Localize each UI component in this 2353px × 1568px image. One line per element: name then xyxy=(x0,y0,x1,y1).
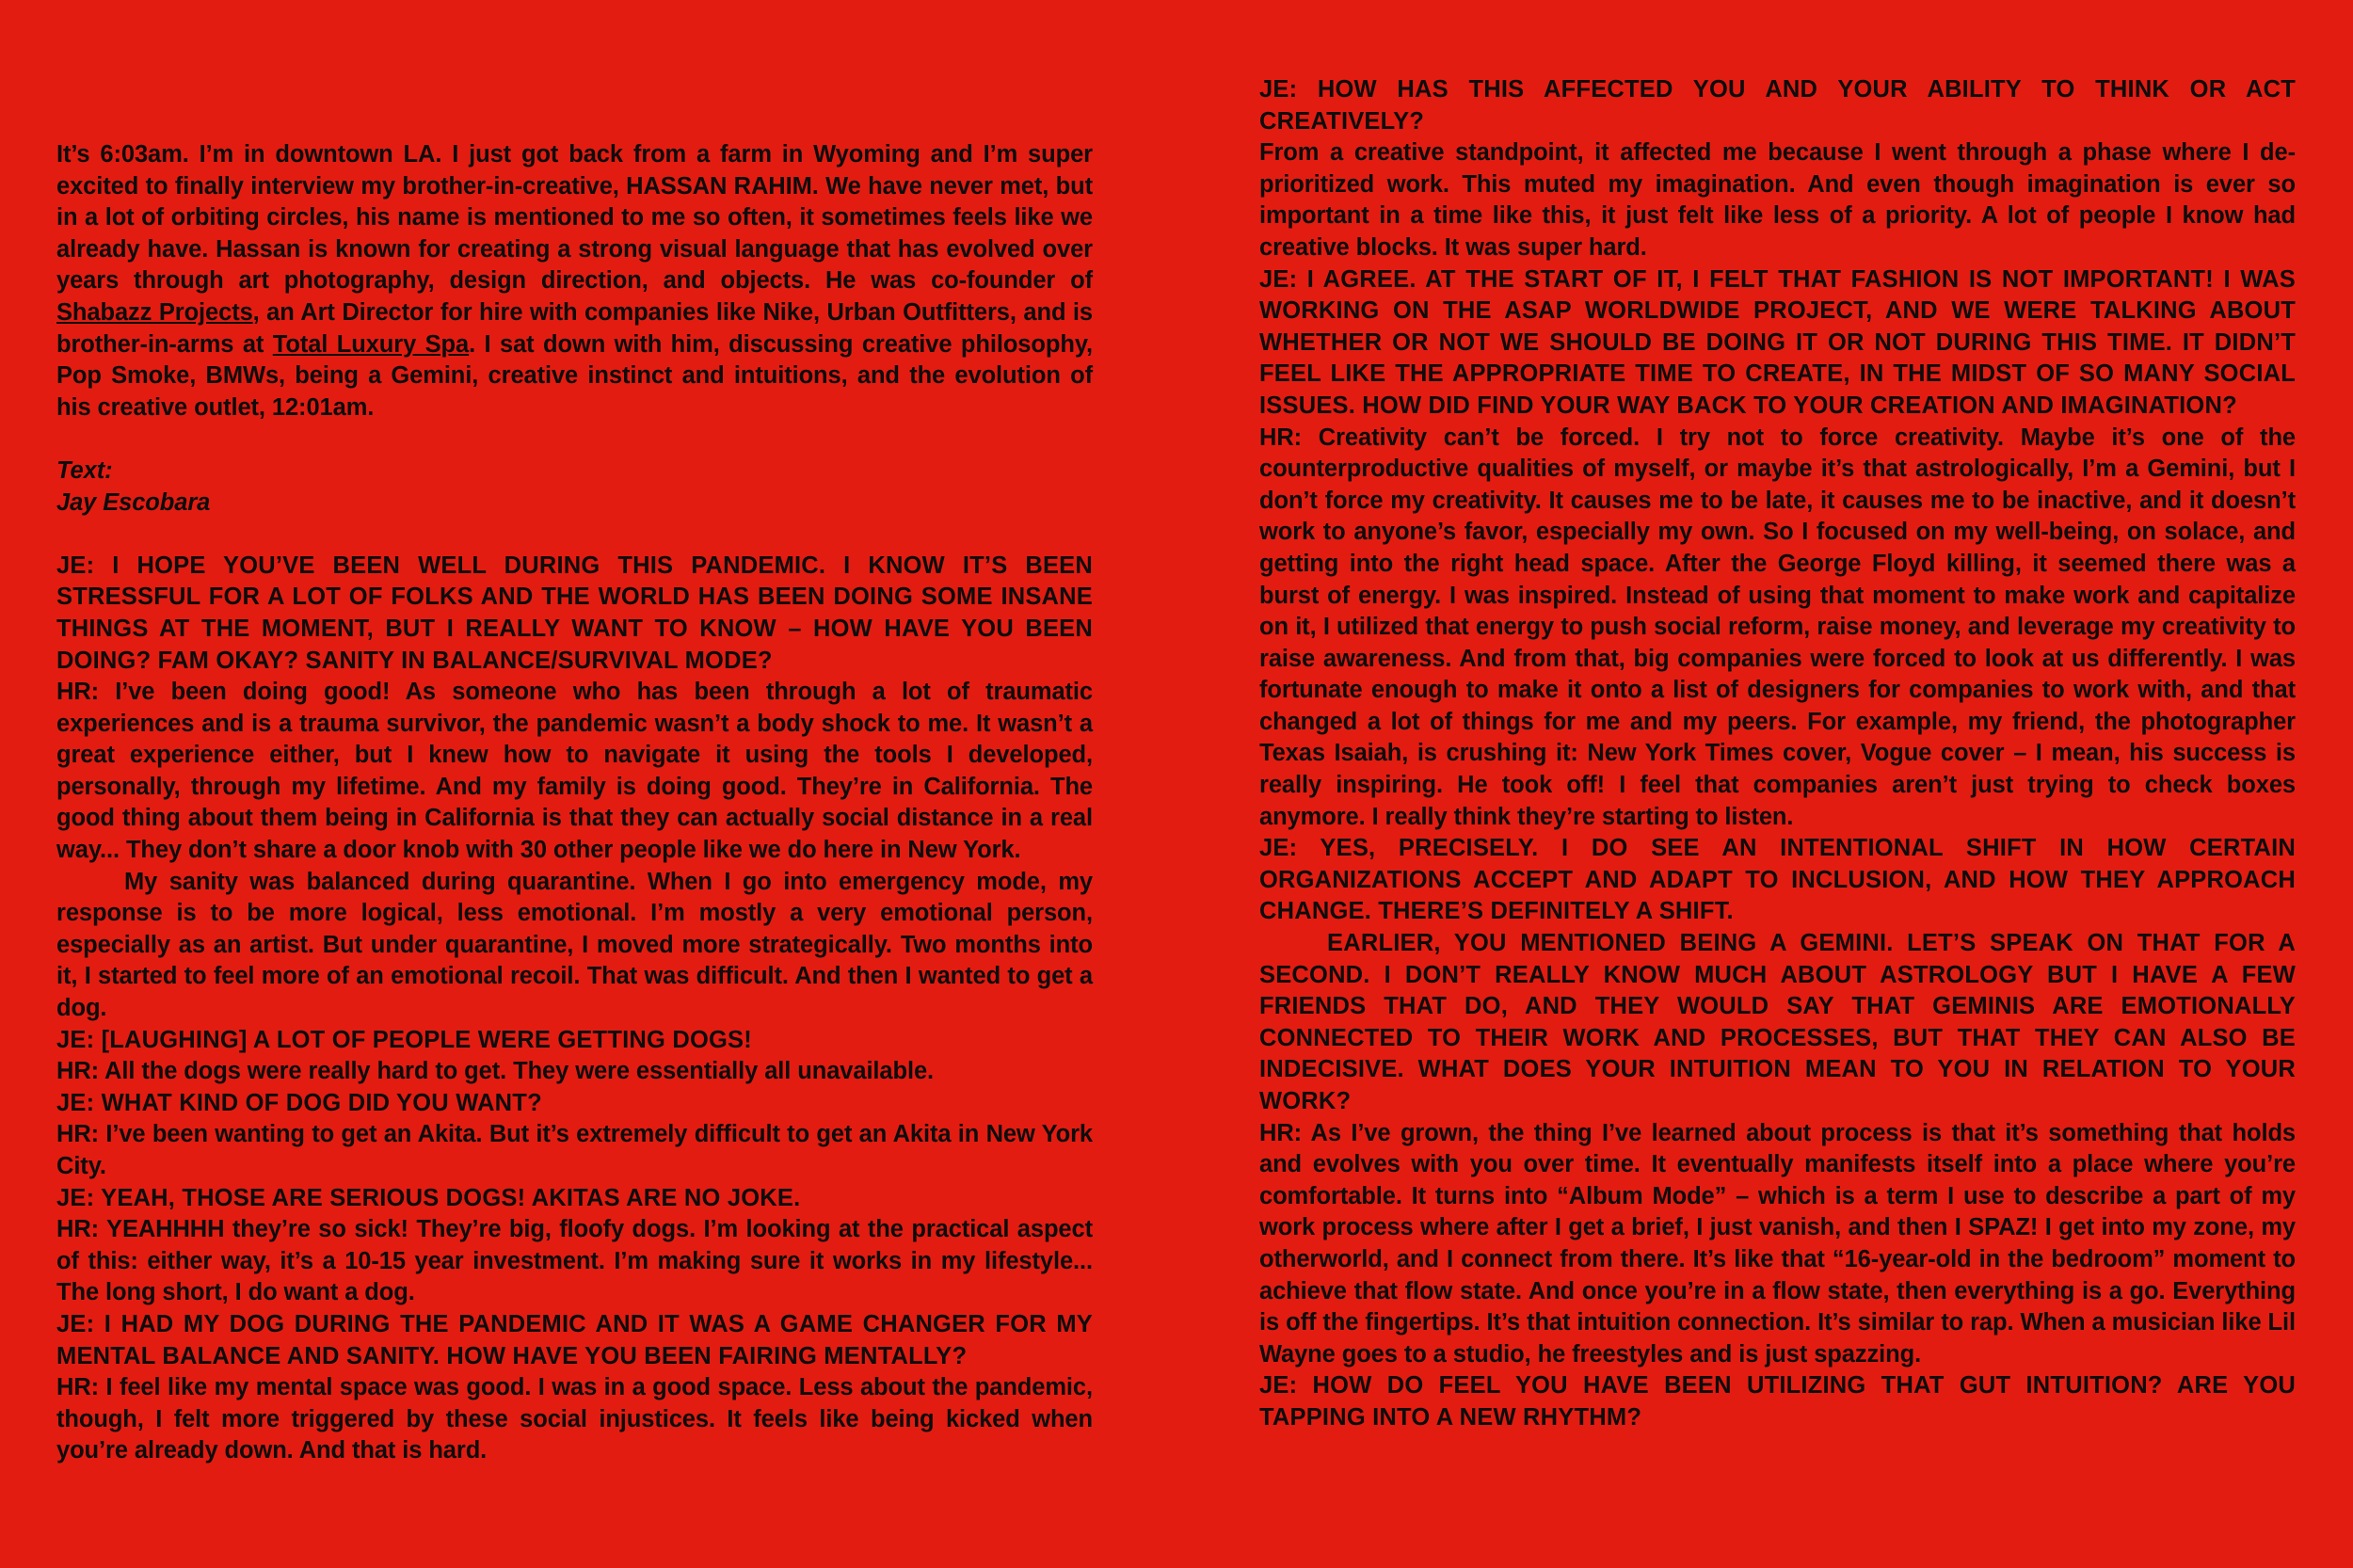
spacer xyxy=(56,519,1093,551)
intro-text: , an Art Director for hire with companies like Nike, Urban Outfitters, and is brother-in-arms at xyxy=(56,298,1093,358)
interview-question: JE: HOW DO FEEL YOU HAVE BEEN UTILIZING THAT GUT INTUITION? ARE YOU TAPPING INTO A NEW RHYTHM? xyxy=(1259,1372,2296,1431)
interview-question: JE: HOW HAS THIS AFFECTED YOU AND YOUR ABILITY TO THINK OR ACT CREATIVELY? xyxy=(1259,76,2296,135)
interview-answer: HR: I feel like my mental space was good. I was in a good space. Less about the pandemic, though, I felt more triggered by these social injustices. It feels like being kicked when you’re already down. And that is hard. xyxy=(56,1374,1093,1464)
interview-body-right xyxy=(1259,74,2296,1434)
interview-question: EARLIER, YOU MENTIONED BEING A GEMINI. LET’S SPEAK ON THAT FOR A SECOND. I DON’T REALLY KNOW MUCH ABOUT ASTROLOGY BUT I HAVE A FEW FRIENDS THAT DO, AND THEY WOULD SAY THAT GEMINIS ARE EMOTIONALLY CONNECTED TO THEIR WORK AND PROCESSES, BUT THAT THEY CAN ALSO BE INDECISIVE. WHAT DOES YOUR INTUITION MEAN TO YOU IN RELATION TO YOUR WORK? xyxy=(1259,930,2296,1114)
credit-label: Text: xyxy=(56,456,113,484)
intro-paragraph xyxy=(56,139,1093,424)
interview-question: JE: I HOPE YOU’VE BEEN WELL DURING THIS PANDEMIC. I KNOW IT’S BEEN STRESSFUL FOR A LOT OF FOLKS AND THE WORLD HAS BEEN DOING SOME INSANE THINGS AT THE MOMENT, BUT I REALLY WANT TO KNOW – HOW HAVE YOU BEEN DOING? FAM OKAY? SANITY IN BALANCE/SURVIVAL MODE? xyxy=(56,552,1093,674)
shabazz-projects-link[interactable]: Shabazz Projects xyxy=(56,298,253,326)
interview-answer: HR: YEAHHHH they’re so sick! They’re big, floofy dogs. I’m looking at the practical aspect of this: either way, it’s a 10-15 year investment. I’m making sure it works in my lifestyle... The long short, I do want a dog. xyxy=(56,1216,1093,1306)
interview-question: JE: WHAT KIND OF DOG DID YOU WANT? xyxy=(56,1089,542,1116)
interview-answer: HR: I’ve been doing good! As someone who has been through a lot of traumatic experiences and is a trauma survivor, the pandemic wasn’t a body shock to me. It wasn’t a great experience either, but I knew how to navigate it using the tools I developed, personally, through my lifetime. And my family is doing good. They’re in California. The good thing about them being in California is that they can actually social distance in a real way... They don’t share a door knob with 30 other people like we do here in New York. xyxy=(56,679,1093,864)
interview-answer: HR: All the dogs were really hard to get. They were essentially all unavailable. xyxy=(56,1058,935,1085)
interview-answer: HR: I’ve been wanting to get an Akita. But it’s extremely difficult to get an Akita in New York City. xyxy=(56,1121,1093,1179)
interview-answer: HR: As I’ve grown, the thing I’ve learned about process is that it’s something that holds and evolves with you over time. It eventually manifests itself into a place where you’re comfortable. It turns into “Album Mode” – which is a term I use to describe a part of my work process where after I get a brief, I just vanish, and then I SPAZ! I get into my zone, my otherworld, and I connect from there. It’s like that “16-year-old in the bedroom” moment to achieve that flow state. And once you’re in a flow state, then everything is a go. Everything is off the fingertips. It’s that intuition connection. It’s similar to rap. When a musician like Lil Wayne goes to a studio, he freestyles and is just spazzing. xyxy=(1259,1119,2296,1368)
interview-question: JE: I HAD MY DOG DURING THE PANDEMIC AND IT WAS A GAME CHANGER FOR MY MENTAL BALANCE AND SANITY. HOW HAVE YOU BEEN FAIRING MENTALLY? xyxy=(56,1310,1093,1369)
intro-text: . I sat down with him, discussing creative philosophy, Pop Smoke, BMWs, being a Gemini, creative instinct and intuitions, and the evolution of his creative outlet, 12:01am. xyxy=(56,330,1093,421)
spacer xyxy=(56,424,1093,456)
left-column xyxy=(56,0,1093,1467)
right-column xyxy=(1259,0,2296,1434)
interview-question: JE: I AGREE. AT THE START OF IT, I FELT THAT FASHION IS NOT IMPORTANT! I WAS WORKING ON THE ASAP WORLDWIDE PROJECT, AND WE WERE TALKING ABOUT WHETHER OR NOT WE SHOULD BE DOING IT OR NOT DURING THIS TIME. IT DIDN’T FEEL LIKE THE APPROPRIATE TIME TO CREATE, IN THE MIDST OF SO MANY SOCIAL ISSUES. HOW DID FIND YOUR WAY BACK TO YOUR CREATION AND IMAGINATION? xyxy=(1259,265,2296,419)
interview-question: JE: YEAH, THOSE ARE SERIOUS DOGS! AKITAS ARE NO JOKE. xyxy=(56,1184,801,1211)
total-luxury-spa-link[interactable]: Total Luxury Spa xyxy=(272,330,470,358)
interview-answer: My sanity was balanced during quarantine. When I go into emergency mode, my response is to be more logical, less emotional. I’m mostly a very emotional person, especially as an artist. But under quarantine, I moved more strategically. Two months into it, I started to feel more of an emotional recoil. That was difficult. And then I wanted to get a dog. xyxy=(56,868,1093,1022)
credit-author: Jay Escobara xyxy=(56,488,211,516)
intro-text: It’s 6:03am. I’m in downtown LA. I just got back from a farm in Wyoming and I’m super excited to finally interview my brother-in-creative, HASSAN RAHIM. We have never met, but in a lot of orbiting circles, his name is mentioned to me so often, it sometimes feels like we already have. Hassan is known for creating a strong visual language that has evolved over years through art photography, design direction, and objects. He was co-founder of xyxy=(56,141,1093,295)
interview-answer: HR: Creativity can’t be forced. I try not to force creativity. Maybe it’s one of the counterproductive qualities of myself, or maybe it’s that astrologically, I’m a Gemini, but I don’t force my creativity. It causes me to be late, it causes me to be inactive, and it doesn’t work to anyone’s favor, especially my own. So I focused on my well-being, on solace, and getting into the right head space. After the George Floyd killing, it seemed there was a burst of energy. I was inspired. Instead of using that moment to make work and capitalize on it, I utilized that energy to push social reform, raise money, and leverage my creativity to raise awareness. And from that, big companies were forced to look at us differently. I was fortunate enough to make it onto a list of designers for companies to work with, and that changed a lot of things for me and my peers. For example, my friend, the photographer Texas Isaiah, is crushing it: New York Times cover, Vogue cover – I mean, his success is really inspiring. He took off! I feel that companies aren’t just trying to check boxes anymore. I really think they’re starting to listen. xyxy=(1259,424,2296,830)
interview-question: JE: YES, PRECISELY. I DO SEE AN INTENTIONAL SHIFT IN HOW CERTAIN ORGANIZATIONS ACCEPT AND ADAPT TO INCLUSION, AND HOW THEY APPROACH CHANGE. THERE’S DEFINITELY A SHIFT. xyxy=(1259,835,2296,925)
interview-answer: From a creative standpoint, it affected me because I went through a phase where I de-prioritized work. This muted my imagination. And even though imagination is ever so important in a time like this, it just felt like less of a priority. A lot of people I know had creative blocks. It was super hard. xyxy=(1259,139,2296,261)
interview-body-left xyxy=(56,551,1093,1467)
interview-question: JE: [LAUGHING] A LOT OF PEOPLE WERE GETTING DOGS! xyxy=(56,1026,752,1053)
